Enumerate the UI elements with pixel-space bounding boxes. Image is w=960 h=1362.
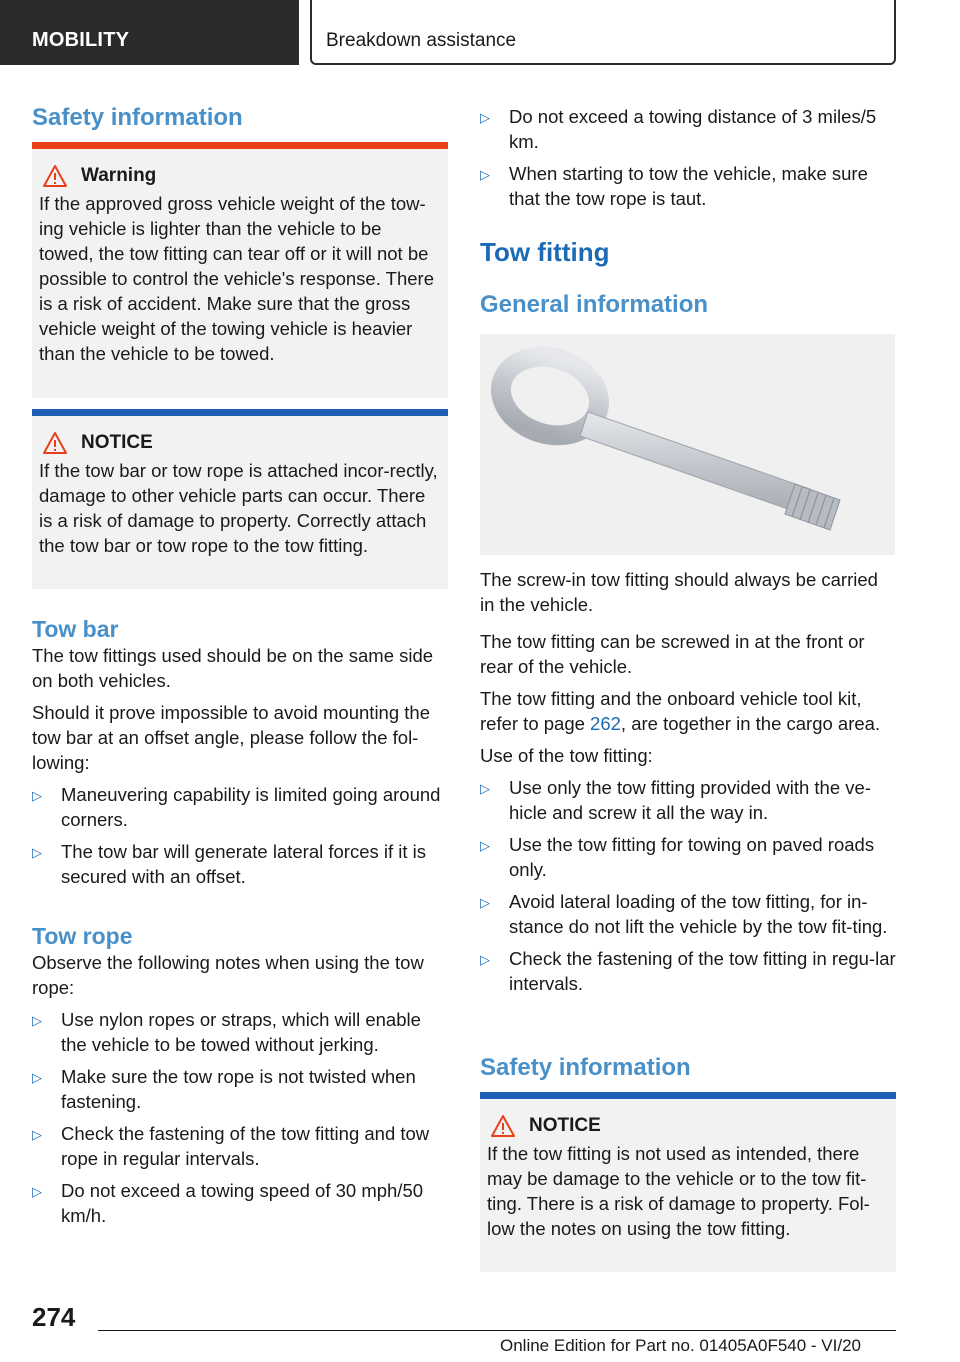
notice-title (39, 432, 440, 454)
tow-bar-list (32, 782, 448, 889)
tow-fitting-paragraph-4: Use of the tow fitting: (480, 745, 653, 766)
chapter-label: Breakdown assistance (326, 30, 517, 51)
warning-triangle-icon (43, 165, 67, 187)
tow-fitting-image (480, 334, 895, 555)
triangle-bullet-icon: ▷ (32, 845, 42, 860)
general-information-body (480, 567, 896, 1003)
tow-fitting-use-list (480, 775, 896, 996)
tow-bar-heading: Tow bar (32, 616, 119, 642)
triangle-bullet-icon: ▷ (480, 167, 490, 182)
tow-fitting-heading: Tow fitting (480, 237, 610, 267)
triangle-bullet-icon: ▷ (32, 788, 42, 803)
triangle-bullet-icon: ▷ (480, 110, 490, 125)
tow-fitting-safety-heading: Safety information (480, 1054, 691, 1081)
list-item: ▷ The tow bar will generate lateral forces if it is secured with an offset. (32, 841, 427, 887)
notice-title-text: NOTICE (81, 432, 153, 453)
list-item: ▷ Do not exceed a towing distance of 3 miles/5 km. (480, 106, 877, 152)
tow-rope-list (32, 1007, 448, 1228)
tow-fitting-illustration (480, 334, 895, 555)
warning-text: If the approved gross vehicle weight of the tow-ing vehicle is lighter than the vehicle to be towed, the tow fitting can tear off or it will not be possible to control the vehicle's response. There is a risk of accident. Make sure that the gross vehicle weight of the towing vehicle is heavier than the vehicle to be towed. (39, 193, 434, 364)
warning-triangle-icon (491, 1115, 515, 1137)
section-tab (0, 0, 299, 65)
section-label: MOBILITY (32, 29, 130, 51)
list-item: ▷ Use only the tow fitting provided with the ve-hicle and screw it all the way in. (480, 777, 871, 823)
footer-divider (98, 1330, 896, 1331)
tow-rope-paragraph: Observe the following notes when using the tow rope: (32, 952, 424, 998)
warning-title-text: Warning (81, 165, 157, 186)
notice-title (487, 1115, 888, 1137)
list-item: ▷ When starting to tow the vehicle, make sure that the tow rope is taut. (480, 163, 868, 209)
notice-box (32, 409, 448, 589)
tow-fitting-paragraph-1: The screw-in tow fitting should always be carried in the vehicle. (480, 569, 878, 615)
list-item: ▷ Do not exceed a towing speed of 30 mph/50 km/h. (32, 1180, 424, 1226)
tow-rope-heading: Tow rope (32, 923, 133, 949)
warning-box (32, 142, 448, 398)
triangle-bullet-icon: ▷ (32, 1127, 42, 1142)
tow-fitting-paragraph-2: The tow fitting can be screwed in at the front or rear of the vehicle. (480, 631, 865, 677)
safety-information-heading: Safety information (32, 104, 243, 131)
list-item: ▷ Maneuvering capability is limited going around corners. (32, 784, 441, 830)
triangle-bullet-icon: ▷ (480, 952, 490, 967)
chapter-tab (310, 0, 896, 65)
list-item: ▷ Check the fastening of the tow fitting in regu-lar intervals. (480, 948, 896, 994)
tow-rope-section (32, 922, 448, 1235)
list-item: ▷ Use the tow fitting for towing on paved roads only. (480, 834, 875, 880)
list-item: ▷ Use nylon ropes or straps, which will enable the vehicle to be towed without jerking. (32, 1009, 421, 1055)
triangle-bullet-icon: ▷ (480, 895, 490, 910)
triangle-bullet-icon: ▷ (480, 838, 490, 853)
list-item: ▷ Avoid lateral loading of the tow fitting, for in-stance do not lift the vehicle by the tow fit-ting. (480, 891, 888, 937)
notice-text: If the tow fitting is not used as intended, there may be damage to the vehicle or to the tow fit-ting. There is a risk of damage to property. Fol-low the notes on using the tow fitting. (487, 1143, 870, 1239)
edition-label: Online Edition for Part no. 01405A0F540 - VI/20 (500, 1336, 862, 1355)
tow-fitting-notice-box (480, 1092, 896, 1272)
tow-bar-paragraph-1: The tow fittings used should be on the same side on both vehicles. (32, 645, 434, 691)
notice-title-text: NOTICE (529, 1115, 601, 1136)
tow-bar-paragraph-2: Should it prove impossible to avoid mounting the tow bar at an offset angle, please follow the fol-lowing: (32, 702, 430, 773)
warning-title (39, 165, 440, 187)
triangle-bullet-icon: ▷ (480, 781, 490, 796)
list-item: ▷ Make sure the tow rope is not twisted when fastening. (32, 1066, 416, 1112)
list-item: ▷ Check the fastening of the tow fitting and tow rope in regular intervals. (32, 1123, 430, 1169)
warning-triangle-icon (43, 432, 67, 454)
triangle-bullet-icon: ▷ (32, 1070, 42, 1085)
triangle-bullet-icon: ▷ (32, 1184, 42, 1199)
page-reference-link[interactable]: 262 (590, 713, 621, 734)
notice-text: If the tow bar or tow rope is attached incor-rectly, damage to other vehicle parts can occur. There is a risk of damage to property. Correctly attach the tow bar or tow rope to the tow fitting. (39, 460, 438, 556)
page-number: 274 (32, 1302, 76, 1332)
tow-fitting-paragraph-3: The tow fitting and the onboard vehicle tool kit, refer to page 262, are together in the cargo area. (480, 688, 881, 734)
tow-bar-section (32, 615, 448, 896)
tow-distance-list (480, 104, 896, 218)
triangle-bullet-icon: ▷ (32, 1013, 42, 1028)
general-information-heading: General information (480, 291, 709, 318)
